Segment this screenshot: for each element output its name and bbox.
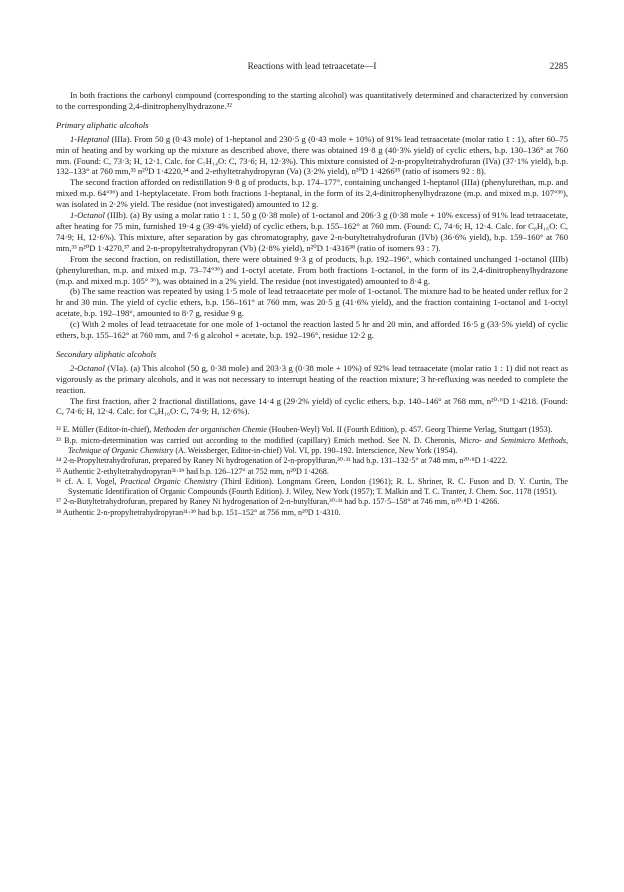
paragraph-octanol-second-fraction: From the second fraction, on redistillation, there were obtained 9·3 g of products, b.p. 192–196°, which contained unchanged 1-octanol (IIIb) (phenylurethan, m.p. and mixed m.p. 73–74°³⁶) and 1-octyl acetate. From both fractions 1-octanol, in the form of its 2,4-dinitrophenylhydrazone (m.p. and mixed m.p. 105° ³⁶), was obtained in a 2% yield. The residue (not investigated) amounted to 8·4 g. [56,253,568,286]
paragraph-2-octanol [56,363,568,396]
compound-name: 1-Octanol [70,210,105,221]
footnote: ³⁴ 2-n-Propyltetrahydrofuran, prepared by Raney Ni hydrogenation of 2-n-propylfuran,³⁰·³¹ had b.p. 131–132·5° at 748 mm, n²⁰·⁸D 1·4222. [56,456,508,466]
footnotes [56,425,568,518]
footnote: ³⁶ cf. A. I. Vogel, Practical Organic Chemistry (Third Edition). Longmans Green, London (1961); R. L. Shriner, R. C. Fuson and D. Y. Curtin, The Systematic Identification of Organic Compounds (Fourth Edition). J. Wiley, New York (1957); T. Malkin and T. C. Tranter, J. Chem. Soc. 1178 (1951). [56,476,568,497]
body-text [56,90,568,518]
footnote: ³³ B.p. micro-determination was carried out according to the modified (capillary) Emich method. See N. D. Cheronis, Micro- and Semimicro Methods, Technique of Organic Chemistry (A. Weissberger, Editor-in-chief) Vol. VI, pp. 190–192. Interscience, New York (1954). [56,435,568,455]
paragraph-text: (IIIa). From 50 g (0·43 mole) of 1-heptanol and 230·5 g (0·43 mole + 10%) of 91% lead tetraacetate (molar ratio 1 : 1), after 60–75 min of heating and by working up the mixture as described above, there was obtained 19·8 g (40·3% yield) of cyclic ethers, b.p. 130–136° at 760 mm. (Found: C, 73·3; H, 12·1. Calc. for C₇H₁₄O: C, 73·6; H, 12·3%). This mixture consisted of 2-n-propyltetrahydrofuran (IVa) (37·1% yield), b.p. 132–133° at 760 mm,³³ n²⁰D 1·4220,³⁴ and 2-ethyltetrahydropyran (Va) (3·2% yield), n²⁰D 1·4266³⁵ (ratio of isomers 92 : 8). [56,133,568,177]
footnote: ³⁸ Authentic 2-n-propyltetrahydropyran³¹·³⁹ had b.p. 151–152° at 756 mm, n²⁰D 1·4310. [56,507,341,517]
intro-paragraph: In both fractions the carbonyl compound (corresponding to the starting alcohol) was quantitatively determined and characterized by conversion to the corresponding 2,4-dinitrophenylhydrazone.³² [56,90,568,111]
paragraph-octanol-b: (b) The same reaction was repeated by using 1·5 mole of lead tetraacetate per mole of 1-octanol. The mixture had to be heated under reflux for 2 hr and 30 min. The yield of cyclic ethers, b.p. 156–161° at 760 mm, was 20·5 g (41·6% yield), and the fraction containing 1-octanol and 1-octyl acetate, b.p. 192–198°, amounted to 8·7 g, residue 9 g. [56,286,568,319]
paragraph-heptanol [56,134,568,178]
paragraph-text: (VIa). (a) This alcohol (50 g, 0·38 mole) and 203·3 g (0·38 mole + 10%) of 92% lead tetraacetate (molar ratio 1 : 1) did not react as vigorously as the primary alcohols, and it was not necessary to interrupt heating of the reaction mixture; 3 hr-refluxing was needed to complete the reaction. [56,362,568,395]
compound-name: 1-Heptanol [70,133,110,144]
running-header [56,61,568,73]
footnote: ³⁷ 2-n-Butyltetrahydrofuran, prepared by Raney Ni hydrogenation of 2-n-butylfuran,³⁰·³¹ had b.p. 157·5–158° at 746 mm, n²⁰·⁸D 1·4266. [56,497,500,507]
footnote: ³² E. Müller (Editor-in-chief), Methoden der organischen Chemie (Houben-Weyl) Vol. II (Fourth Edition), p. 457. Georg Thieme Verlag, Stuttgart (1953). [56,425,553,435]
section-heading-primary: Primary aliphatic alcohols [56,119,149,130]
section-heading-secondary: Secondary aliphatic alcohols [56,348,157,359]
paragraph-octanol-c: (c) With 2 moles of lead tetraacetate for one mole of 1-octanol the reaction lasted 5 hr and 20 min, and afforded 16·5 g (33·5% yield) of cyclic ethers, b.p. 155–162° at 760 mm, and 7·6 g alcohol + acetate, b.p. 192–196°, residue 12·2 g. [56,319,568,341]
paragraph-heptanol-second-fraction: The second fraction afforded on redistillation 9·8 g of products, b.p. 174–177°, containing unchanged 1-heptanol (IIIa) (phenylurethan, m.p. and mixed m.p. 64°³⁶) and 1-heptylacetate. From both fractions 1-heptanal, in the form of its 2,4-dinitrophenylhydrazone (m.p. and mixed m.p. 107°³⁶), was isolated in 2·2% yield. The residue (not investigated) amounted to 12 g. [56,177,568,210]
compound-name: 2-Octanol [70,362,105,373]
footnote: ³⁵ Authentic 2-ethyltetrahydropyran³¹·³⁹ had b.p. 126–127° at 752 mm, n²⁰D 1·4268. [56,466,329,476]
paragraph-text: (IIIb). (a) By using a molar ratio 1 : 1, 50 g (0·38 mole) of 1-octanol and 206·3 g (0·38 mole + 10% excess) of 91% lead tetraacetate, after heating for 75 min, furnished 19·4 g (39·4% yield) of cyclic ethers, b.p. 155–162° at 760 mm. (Found: C, 74·6; H, 12·4. Calc. for C₈H₁₆O: C, 74·9; H, 12·6%). This mixture, after separation by gas chromatography, gave 2-n-butyltetrahydrofuran (IVb) (36·6% yield), b.p. 159–160° at 760 mm,³³ n²⁰D 1·4270,³⁷ and 2-n-propyltetrahydropyran (Vb) (2·8% yield), n²⁰D 1·4316³⁸ (ratio of isomers 93 : 7). [56,210,568,253]
paragraph-2-octanol-first-fraction: The first fraction, after 2 fractional distillations, gave 14·4 g (29·2% yield) of cyclic ethers, b.p. 140–146° at 768 mm, n²⁰·⁶D 1·4218. (Found: C, 74·6; H, 12·4. Calc. for C₈H₁₆O: C, 74·9; H, 12·6%). [56,395,568,417]
page-number: 2285 [549,61,568,71]
paragraph-octanol [56,210,568,254]
running-title: Reactions with lead tetraacetate—I [247,61,377,71]
